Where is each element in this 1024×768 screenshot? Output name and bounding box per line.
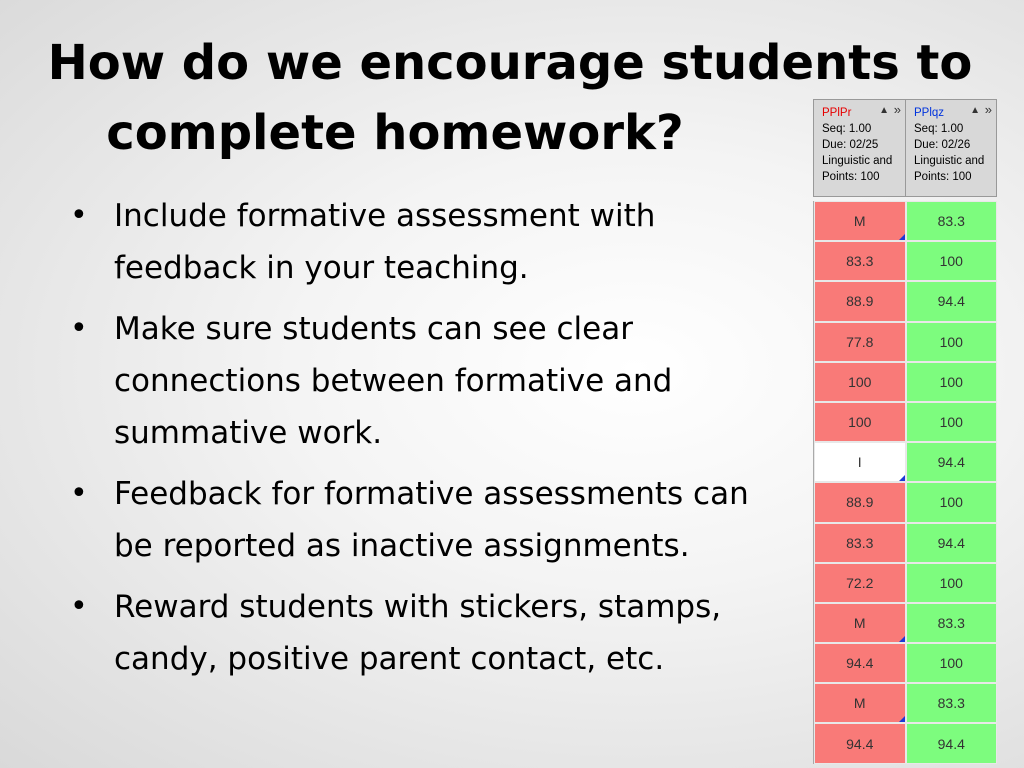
grade-value: M [853,695,866,712]
bullet-icon: • [70,311,88,346]
grade-value: 100 [848,373,872,390]
grade-cell[interactable] [814,482,906,522]
gradebook-screenshot [813,99,997,768]
grade-cell[interactable] [906,442,998,482]
grade-value: 94.4 [937,735,965,752]
grade-cell[interactable] [906,322,998,362]
bullet-text: Reward students with stickers, stamps, candy, positive parent contact, etc. [114,589,722,677]
grade-cell[interactable] [906,402,998,442]
grade-cell[interactable] [814,603,906,643]
grade-value: 94.4 [846,735,874,752]
grade-cell[interactable] [814,322,906,362]
grade-cell[interactable] [906,201,998,241]
grade-cell[interactable] [906,482,998,522]
comment-flag-icon [899,716,905,722]
table-row [814,362,997,402]
grade-value: 100 [939,574,963,591]
title-line-2: complete homework? [106,105,684,161]
table-row [814,523,997,563]
grade-value: 72.2 [846,574,874,591]
assignment-due: Due: 02/26 [914,139,971,151]
table-row [814,241,997,281]
table-row [814,442,997,482]
grade-cell[interactable] [814,281,906,321]
table-row [814,723,997,763]
grade-cell[interactable] [814,683,906,723]
assignment-due: Due: 02/25 [822,139,879,151]
grade-value: 83.3 [937,695,965,712]
double-chevron-right-icon[interactable]: » [893,102,901,117]
bullet-item [70,303,790,459]
gradebook-rows [813,201,997,764]
grade-value: 88.9 [846,293,874,310]
gradebook-header-row [813,99,997,197]
bullet-icon: • [70,476,88,511]
grade-cell[interactable] [814,241,906,281]
updown-arrows-icon[interactable]: ▲︎ [879,105,889,116]
assignment-category: Linguistic and [914,155,985,167]
grade-value: 94.4 [846,655,874,672]
grade-cell[interactable] [814,201,906,241]
assignment-points: Points: 100 [822,171,880,183]
grade-value: 83.3 [937,614,965,631]
grade-cell[interactable] [814,563,906,603]
grade-cell[interactable] [814,442,906,482]
table-row [814,683,997,723]
comment-flag-icon [899,475,905,481]
grade-value: I [857,454,862,471]
bullet-list [70,190,790,694]
grade-cell[interactable] [814,523,906,563]
table-row [814,281,997,321]
grade-cell[interactable] [906,523,998,563]
bullet-text: Feedback for formative assessments can be reported as inactive assignments. [114,476,749,564]
bullet-icon: • [70,198,88,233]
grade-value: 77.8 [846,333,874,350]
grade-value: 100 [939,253,963,270]
grade-cell[interactable] [906,683,998,723]
title-line-1: How do we encourage students to [47,35,973,91]
grade-cell[interactable] [814,643,906,683]
comment-flag-icon [899,636,905,642]
grade-value: 100 [939,333,963,350]
table-row [814,201,997,241]
grade-value: 94.4 [937,454,965,471]
grade-value: 94.4 [937,534,965,551]
double-chevron-right-icon[interactable]: » [984,102,992,117]
assignment-category: Linguistic and [822,155,893,167]
grade-value: 100 [939,373,963,390]
bullet-item [70,581,790,685]
assignment-header-pplpr[interactable] [813,99,905,197]
grade-value: 83.3 [846,253,874,270]
grade-cell[interactable] [906,603,998,643]
table-row [814,643,997,683]
table-row [814,322,997,362]
table-row [814,603,997,643]
grade-value: 94.4 [937,293,965,310]
assignment-points: Points: 100 [914,171,972,183]
updown-arrows-icon[interactable]: ▲︎ [970,105,980,116]
bullet-text: Include formative assessment with feedback in your teaching. [114,198,656,286]
grade-cell[interactable] [814,362,906,402]
grade-value: 88.9 [846,494,874,511]
grade-cell[interactable] [814,402,906,442]
grade-value: M [853,614,866,631]
bullet-item [70,190,790,294]
grade-cell[interactable] [906,643,998,683]
assignment-seq: Seq: 1.00 [914,123,964,135]
assignment-header-pplqz[interactable] [905,99,997,197]
grade-value: 100 [848,414,872,431]
table-row [814,402,997,442]
bullet-item [70,468,790,572]
grade-cell[interactable] [906,723,998,763]
grade-value: 100 [939,655,963,672]
grade-cell[interactable] [906,241,998,281]
grade-cell[interactable] [906,362,998,402]
assignment-seq: Seq: 1.00 [822,123,872,135]
grade-value: 83.3 [937,213,965,230]
bullet-text: Make sure students can see clear connections between formative and summative work. [114,311,673,451]
grade-value: 100 [939,494,963,511]
assignment-code[interactable]: PPlPr [822,107,852,119]
comment-flag-icon [899,234,905,240]
assignment-code[interactable]: PPlqz [914,107,945,119]
grade-value: M [853,213,866,230]
grade-cell[interactable] [906,281,998,321]
table-row [814,482,997,522]
table-row [814,563,997,603]
grade-cell[interactable] [814,723,906,763]
grade-cell[interactable] [906,563,998,603]
grade-value: 83.3 [846,534,874,551]
bullet-icon: • [70,589,88,624]
grade-value: 100 [939,414,963,431]
